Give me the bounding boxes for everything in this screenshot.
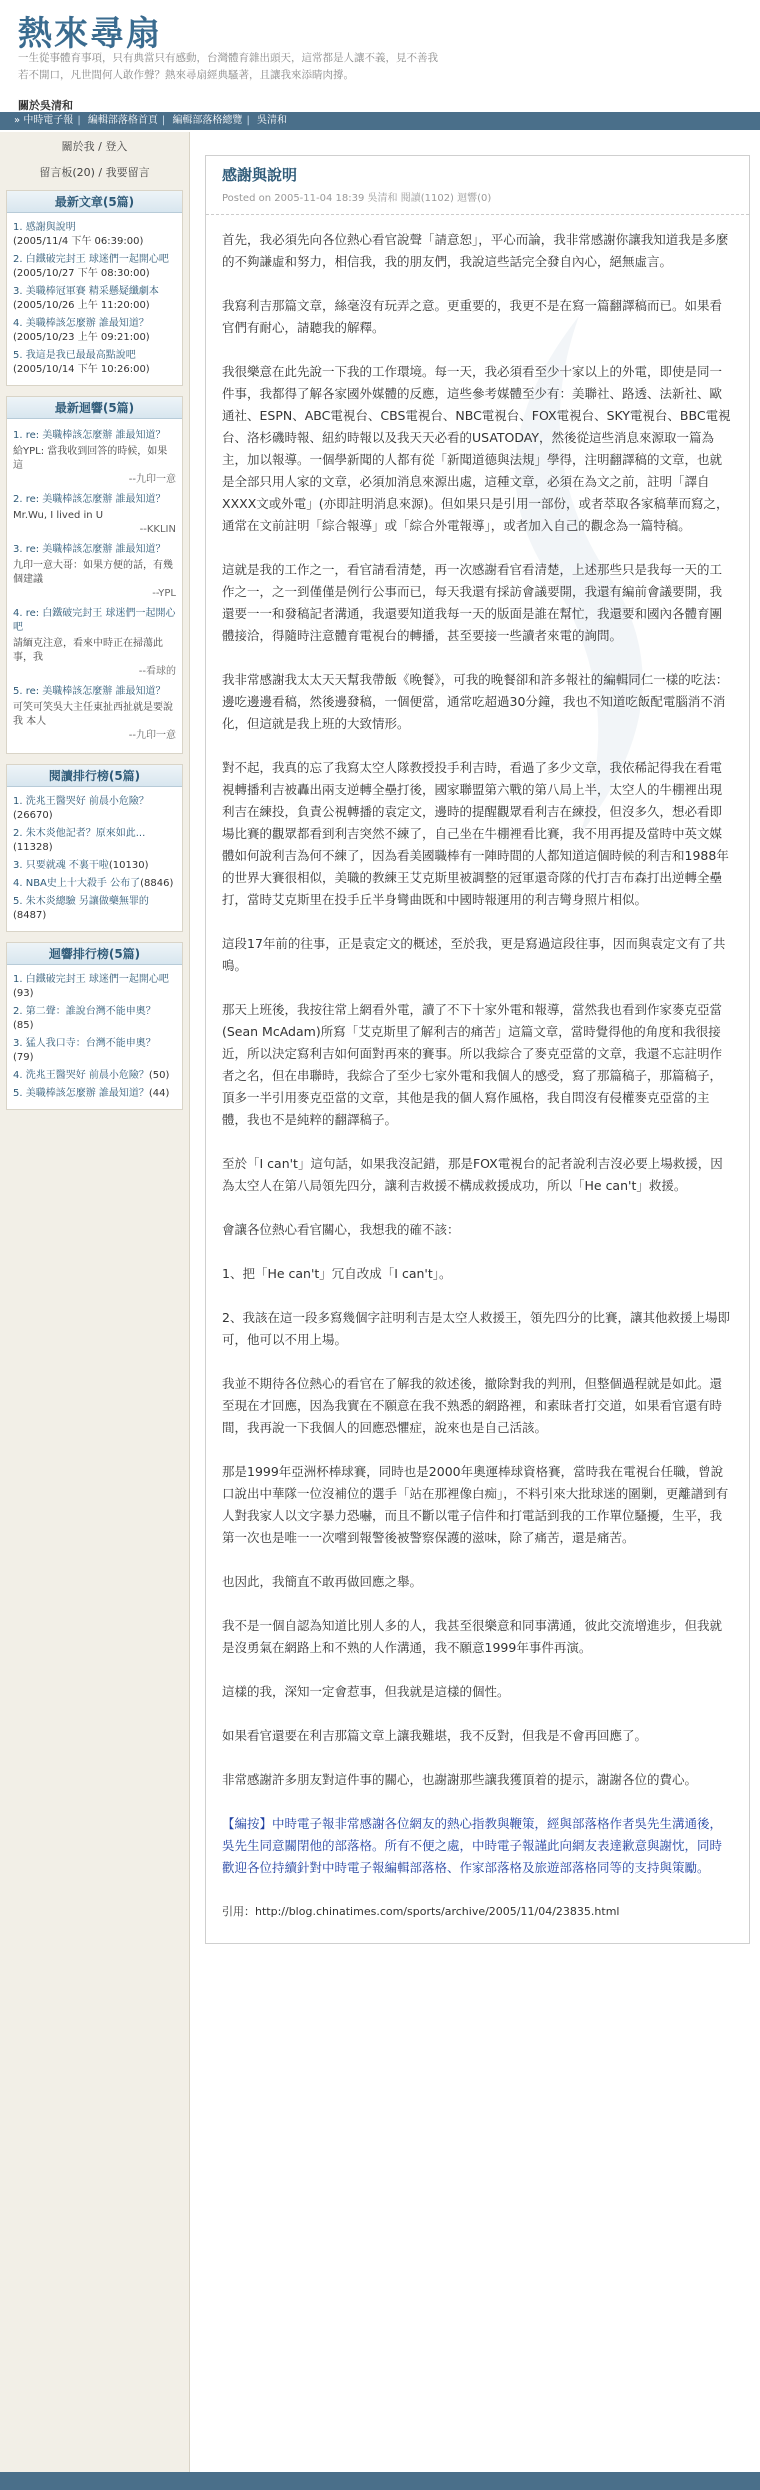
comment-excerpt: Mr.Wu, I lived in U [13,510,104,521]
rank-count: (50) [148,1070,170,1081]
post-paragraph: 首先，我必須先向各位熱心看官說聲「請意恕」，平心而論，我非常感謝你讓我知道我是多麼的不夠謙虛和努力，相信我，我的朋友們，我說這些話完全發自內心，絕無虛言。 [222,232,729,269]
latest-posts-list [7,213,182,385]
post-link[interactable]: 1. 感謝與說明 [13,222,76,233]
list-item[interactable] [13,895,176,923]
comment-link[interactable]: 1. re: 美職棒該怎麼辦 誰最知道？ [13,430,166,441]
post-date: (2005/11/4 下午 06:39:00) [13,236,144,247]
rank-link[interactable]: 5. 朱木炎總驗 另讓做藥無罪的 [13,896,149,907]
comment-excerpt: 九印一意大哥：如果方便的話，有幾個建議 [13,560,173,585]
list-item[interactable] [13,827,176,855]
post-paragraph: 這就是我的工作之一，看官請看清楚，再一次感謝看官看清楚，上述那些只是我每一天的工作之一，之一到僅僅是例行公事而已，每天我還有採訪會議要開，我還有編前會議要開，我還要一一和發稿記者溝通，我還要知道我每一天的版面是誰在幫忙，我還要和國內各體育團體接洽，得隨時注意體育電視台的轉播，甚至要接一些讀者來電的詢問。 [222,562,723,643]
list-item[interactable] [13,349,176,377]
post-meta: Posted on 2005-11-04 18:39 吳清和 閱讀(1102) 迴響(0) [222,193,492,204]
post-paragraph: 2、我該在這一段多寫幾個字註明利吉是太空人救援王，領先四分的比賽，讓其他救援上場即可，他可以不用上場。 [222,1310,730,1347]
footer-bar [0,2472,760,2490]
rank-link[interactable]: 2. 第二聲：誰說台灣不能申奧？ [13,1006,156,1017]
latest-comments-title: 最新迴響(5篇) [7,397,182,419]
comment-link[interactable]: 5. re: 美職棒該怎麼辦 誰最知道？ [13,686,166,697]
list-item[interactable] [13,1069,176,1083]
main-content [205,155,750,1944]
list-item[interactable] [13,795,176,823]
login-link[interactable]: 關於我 / 登入 [61,140,128,153]
comment-link[interactable]: 4. re: 白鐵破完封王 球迷們一起開心吧 [13,608,176,633]
list-item[interactable] [13,317,176,345]
post-link[interactable]: 5. 我這是我已最最高點說吧 [13,350,136,361]
comment-author: --看球的 [138,666,176,677]
site-header [0,0,760,110]
reading-rank-title: 閱讀排行榜(5篇) [7,765,182,787]
latest-comments-list [7,419,182,753]
rank-link[interactable]: 4. NBA史上十大殺手 公布了 [13,878,141,889]
list-item[interactable] [13,1037,176,1065]
comment-item [13,607,176,679]
post-link[interactable]: 3. 美職棒冠軍賽 精采懸疑纖劇本 [13,286,159,297]
post-paragraph: 我寫利吉那篇文章，絲毫沒有玩弄之意。更重要的，我更不是在寫一篇翻譯稿而已。如果看官們有耐心，請聽我的解釋。 [222,298,723,335]
post-paragraph: 如果看官還要在利吉那篇文章上讓我難堪，我不反對，但我是不會再回應了。 [222,1728,648,1743]
list-item[interactable] [13,973,176,1001]
post-title[interactable]: 感謝與說明 [222,166,298,184]
breadcrumb-separator: | [77,115,81,126]
comment-author: --YPL [152,588,176,599]
site-title[interactable]: 熱來尋扇 [18,14,162,54]
post-paragraph: 非常感謝許多朋友對這件事的關心，也謝謝那些讓我獲頂着的提示，謝謝各位的費心。 [222,1772,698,1787]
post-paragraph: 我非常感謝我太太天天幫我帶飯《晚餐》，可我的晚餐卻和許多報社的編輯同仁一樣的吃法：邊吃邊邊看稿，然後邊發稿，一個便當，通常吃超過30分鐘，我也不知道吃飯配電腦消不消化，但這就是我上班的大致情形。 [222,672,729,731]
rank-count: (79) [13,1052,34,1063]
rank-count: (85) [13,1020,34,1031]
post-paragraph: 我並不期待各位熱心的看官在了解我的敘述後，撤除對我的判刑，但整個過程就是如此。還至現在才回應，因為我實在不願意在我不熟悉的網路裡，和素昧者打交道，如果看官還有時間，我再說一下我個人的回應恐懼症，說來也是自己活該。 [222,1376,723,1435]
trackback-link[interactable]: 引用：http://blog.chinatimes.com/sports/archive/2005/11/04/23835.html [222,1905,620,1918]
list-item[interactable] [13,1087,176,1101]
rank-count: (11328) [13,842,53,853]
rank-count: (8487) [13,910,47,921]
post-date: (2005/10/27 下午 08:30:00) [13,268,150,279]
list-item[interactable] [13,221,176,249]
comment-author: --九印一意 [128,730,176,741]
rank-link[interactable]: 5. 美職棒該怎麼辦 誰最知道？ [13,1088,149,1099]
blog-post [205,155,750,1944]
breadcrumb-separator: | [246,115,250,126]
post-header [206,156,749,215]
comment-rank-list [7,965,182,1109]
comment-link[interactable]: 3. re: 美職棒該怎麼辦 誰最知道？ [13,544,166,555]
rank-count: (93) [13,988,34,999]
list-item[interactable] [13,877,176,891]
comment-author: --KKLIN [139,524,176,535]
comment-item [13,493,176,537]
breadcrumb-item[interactable]: 中時電子報 [23,115,74,126]
comment-excerpt: 請緬克注意，看來中時正在掃蕩此事，我 [13,638,163,663]
post-paragraph: 這樣的我，深知一定會惹事，但我就是這樣的個性。 [222,1684,510,1699]
rank-link[interactable]: 4. 洗兆王醫哭好 前晨小危險？ [13,1070,149,1081]
post-paragraph: 也因此，我簡直不敢再做回應之舉。 [222,1574,423,1589]
list-item[interactable] [13,253,176,281]
breadcrumb-item[interactable]: 編輯部落格總覽 [172,115,243,126]
post-link[interactable]: 2. 白鐵破完封王 球迷們一起開心吧 [13,254,169,265]
latest-comments-box [6,396,183,754]
post-paragraph: 至於「I can't」這句話，如果我沒記錯，那是FOX電視台的記者說利吉沒必要上場救援，因為太空人在第八局領先四分，讓利吉救援不構成救援成功，所以「He can't」救援。 [222,1156,723,1193]
rank-count: (26670) [13,810,53,821]
rank-count: (10130) [108,860,149,871]
rank-count: (44) [148,1088,170,1099]
post-paragraph: 對不起，我真的忘了我寫太空人隊教授投手利吉時，看過了多少文章，我依稀記得我在看電視轉播利吉被轟出兩支逆轉全壘打後，國家聯盟第六戰的第八局上半，太空人的牛棚裡出現利吉在練投，負責公視轉播的袁定文，邊時的提醒觀眾看利吉在練投，但沒多久，想必看即場比賽的觀眾都看到利吉突然不練了，自己坐在牛棚裡看比賽，我不用再提及當時中英文媒體如何說利吉為何不練了，因為看美國職棒有一陣時間的人都知道這個時候的利吉和1988年的世界大賽很相似，美職的教練王艾克斯里被調整的冠軍還奇隊的代打吉布森打出逆轉全壘打，當時艾克斯里在投手丘半身彎曲既和中國時報運用的利吉彎身照片相似。 [222,760,729,907]
post-link[interactable]: 4. 美職棒該怎麼辦 誰最知道？ [13,318,149,329]
breadcrumb-arrow-icon: » [14,115,21,126]
post-date: (2005/10/23 上午 09:21:00) [13,332,150,343]
post-date: (2005/10/14 下午 10:26:00) [13,364,150,375]
reading-rank-list [7,787,182,931]
reading-rank-box [6,764,183,932]
list-item[interactable] [13,1005,176,1033]
comment-rank-box [6,942,183,1110]
latest-posts-box [6,190,183,386]
guestbook-link[interactable]: 留言板(20) / 我要留言 [39,166,150,179]
about-link[interactable]: 關於吳清和 [18,99,73,112]
comment-rank-title: 迴響排行榜(5篇) [7,943,182,965]
latest-posts-title: 最新文章(5篇) [7,191,182,213]
post-paragraph: 那天上班後，我按往常上網看外電，讀了不下十家外電和報導，當然我也看到作家麥克亞當(Sean McAdam)所寫「艾克斯里了解利吉的痛苦」這篇文章，當時覺得他的角度和我很接近，所以決定寫利吉如何面對再來的賽事。所以我綜合了麥克亞當的文章，我還不忘註明作者之名，但在串聯時，我綜合了至少七家外電和我個人的感受，寫了那篇稿子，那篇稿子，頂多一半引用麥克亞當的文章，其他是我的個人寫作風格，我自問沒有侵權麥克亞當的主體，我也不是純粹的翻譯稿子。 [222,1002,723,1127]
post-paragraph: 那是1999年亞洲杯棒球賽，同時也是2000年奧運棒球資格賽，當時我在電視台任職，曾說口說出中華隊一位沒補位的選手「站在那裡像白痴」，不料引來大批球迷的圍剿，更離譜到有人對我家人以文字暴力恐嚇，而且不斷以電子信件和打電話到我的工作單位騷擾，生平，我第一次也是唯一一次嚐到報警後被警察保護的滋味，除了痛苦，還是痛苦。 [222,1464,729,1545]
post-paragraph: 會讓各位熱心看官關心，我想我的確不該： [222,1222,460,1237]
breadcrumb-item[interactable]: 編輯部落格首頁 [87,115,158,126]
rank-link[interactable]: 3. 只要就魂 不裏干啦 [13,860,109,871]
post-paragraph: 1、把「He can't」冗自改成「I can't」。 [222,1266,452,1281]
rank-count: (8846) [140,878,174,889]
breadcrumb-separator: | [161,115,166,126]
comment-excerpt: 可笑可笑吳大主任東扯西扯就是要說我 本人 [13,702,173,727]
comment-item [13,429,176,487]
comment-item [13,685,176,743]
post-body [206,225,749,1923]
breadcrumb [0,112,760,130]
comment-author: --九印一意 [128,474,176,485]
sidebar [0,132,190,2472]
post-date: (2005/10/26 上午 11:20:00) [13,300,150,311]
rank-link[interactable]: 1. 洗兆王醫哭好 前晨小危險？ [13,796,149,807]
editor-note: 【編按】中時電子報非常感謝各位網友的熱心指教與鞭策，經與部落格作者吳先生溝通後，吳先生同意關閉他的部落格。所有不便之處，中時電子報謹此向網友表達歉意與謝忱，同時歡迎各位持續針對中時電子報編輯部落格、作家部落格及旅遊部落格同等的支持與策勵。 [222,1816,723,1875]
list-item[interactable] [13,285,176,313]
breadcrumb-item[interactable]: 吳清和 [257,115,287,126]
site-description: 一生從事體育事項，只有典當只有感動，台灣體育雜出頭天，這常都是人讓不義，見不善我若不開口，凡世間何人敢作聲？熱來尋扇經典騷著，且讓我來添睛肉撐。 [18,52,438,81]
post-paragraph: 這段17年前的往事，正是袁定文的概述，至於我，更是寫過這段往事，因而與袁定文有了共鳴。 [222,936,726,973]
comment-excerpt: 給YPL: 當我收到回答的時候，如果這 [13,446,168,471]
comment-link[interactable]: 2. re: 美職棒該怎麼辦 誰最知道？ [13,494,166,505]
post-paragraph: 我很樂意在此先說一下我的工作環境。每一天，我必須看至少十家以上的外電，即使是同一件事，我都得了解各家國外媒體的反應，這些參考媒體至少有：美聯社、路透、法新社、歐通社、ESPN、ABC電視台、CBS電視台、NBC電視台、FOX電視台、SKY電視台、BBC電視台、洛杉磯時報、紐約時報以及我天天必看的USATODAY，然後從這些消息來源取一篇為主，加以報導。一個學新聞的人都有從「新聞道德與法規」學得，注明翻譯稿的文章，也就是全部只用人家的文章，必須加消息來源出處，這種文章，必須在為文之前，註明「譯自XXXX文或外電」(亦即註明消息來源)。但如果只是引用一部份，或者萃取各家稿華而寫之，通常在文前註明「綜合報導」或「綜合外電報導」，或者加入自己的觀念為一篇特稿。 [222,364,731,533]
list-item[interactable] [13,859,176,873]
rank-link[interactable]: 3. 猛人我口寺：台灣不能申奧？ [13,1038,156,1049]
comment-item [13,543,176,601]
rank-link[interactable]: 1. 白鐵破完封王 球迷們一起開心吧 [13,974,169,985]
post-paragraph: 我不是一個自認為知道比別人多的人，我甚至很樂意和同事溝通，彼此交流增進步，但我就是沒勇氣在網路上和不熟的人作溝通，我不願意1999年事件再演。 [222,1618,723,1655]
rank-link[interactable]: 2. 朱木炎他記者？原來如此... [13,828,146,839]
